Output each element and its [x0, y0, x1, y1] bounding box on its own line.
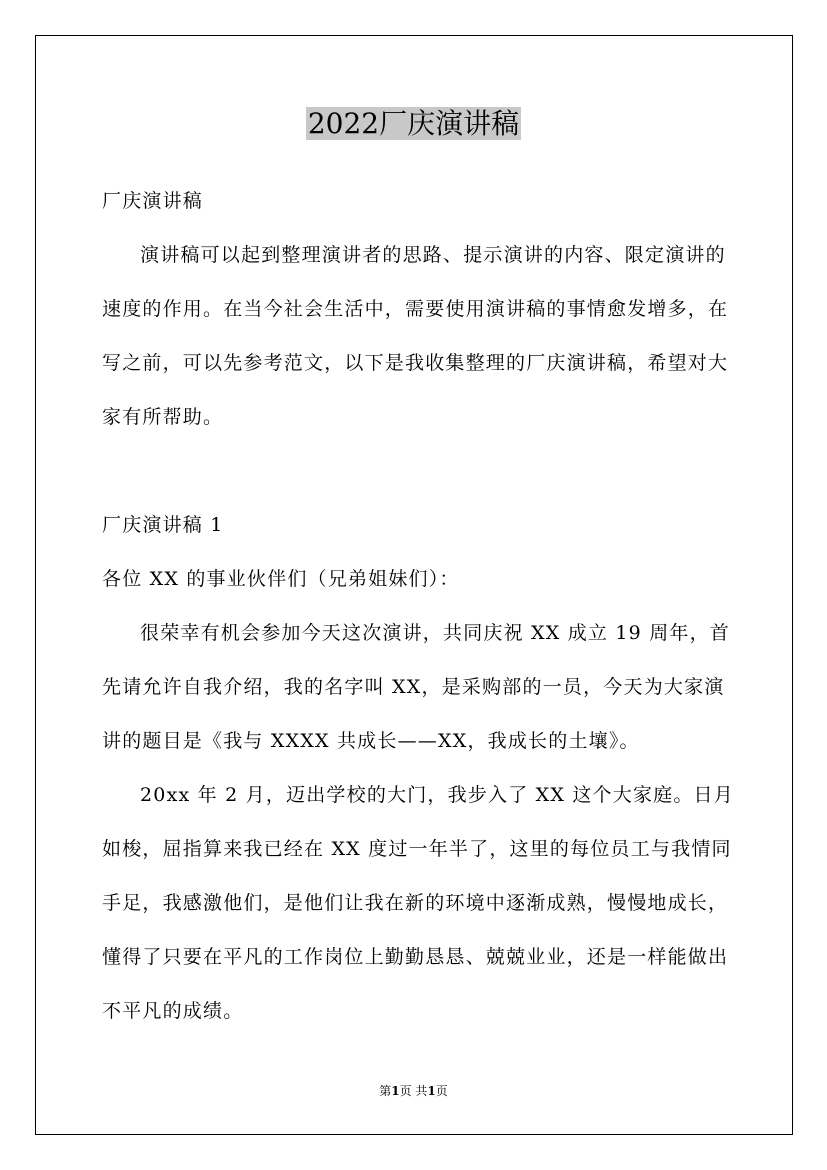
title-text: 2022厂庆演讲稿: [307, 107, 520, 140]
subsection-heading: 厂庆演讲稿 1: [102, 514, 224, 536]
intro-paragraph: 演讲稿可以起到整理演讲者的思路、提示演讲的内容、限定演讲的速度的作用。在当今社会生活中，需要使用演讲稿的事情愈发增多，在写之前，可以先参考范文，以下是我收集整理的厂庆演讲稿，希望对大家有所帮助。: [102, 244, 729, 428]
footer-suffix: 页: [435, 1084, 448, 1098]
document-body: [102, 174, 734, 1038]
document-title: [0, 104, 827, 144]
footer-page-number: 1: [391, 1084, 400, 1098]
footer-prefix: 第: [379, 1084, 392, 1098]
footer-total-pages: 1: [427, 1084, 436, 1098]
body-paragraph-2: 20xx 年 2 月，迈出学校的大门，我步入了 XX 这个大家庭。日月如梭，屈指算来我已经在 XX 度过一年半了，这里的每位员工与我情同手足，我感激他们，是他们让我在新的环境中逐渐成熟，慢慢地成长，懂得了只要在平凡的工作岗位上勤勤恳恳、兢兢业业，还是一样能做出不平凡的成绩。: [102, 784, 734, 1022]
blank-line: [102, 444, 734, 498]
footer-mid: 页 共: [399, 1084, 428, 1098]
body-paragraph-1: 很荣幸有机会参加今天这次演讲，共同庆祝 XX 成立 19 周年，首先请允许自我介绍，我的名字叫 XX，是采购部的一员，今天为大家演讲的题目是《我与 XXXX 共成长——XX，我成长的土壤》。: [102, 622, 730, 752]
section-heading: 厂庆演讲稿: [102, 190, 204, 212]
page-footer: [0, 1083, 827, 1099]
salutation: 各位 XX 的事业伙伴们（兄弟姐妹们）：: [102, 568, 460, 590]
